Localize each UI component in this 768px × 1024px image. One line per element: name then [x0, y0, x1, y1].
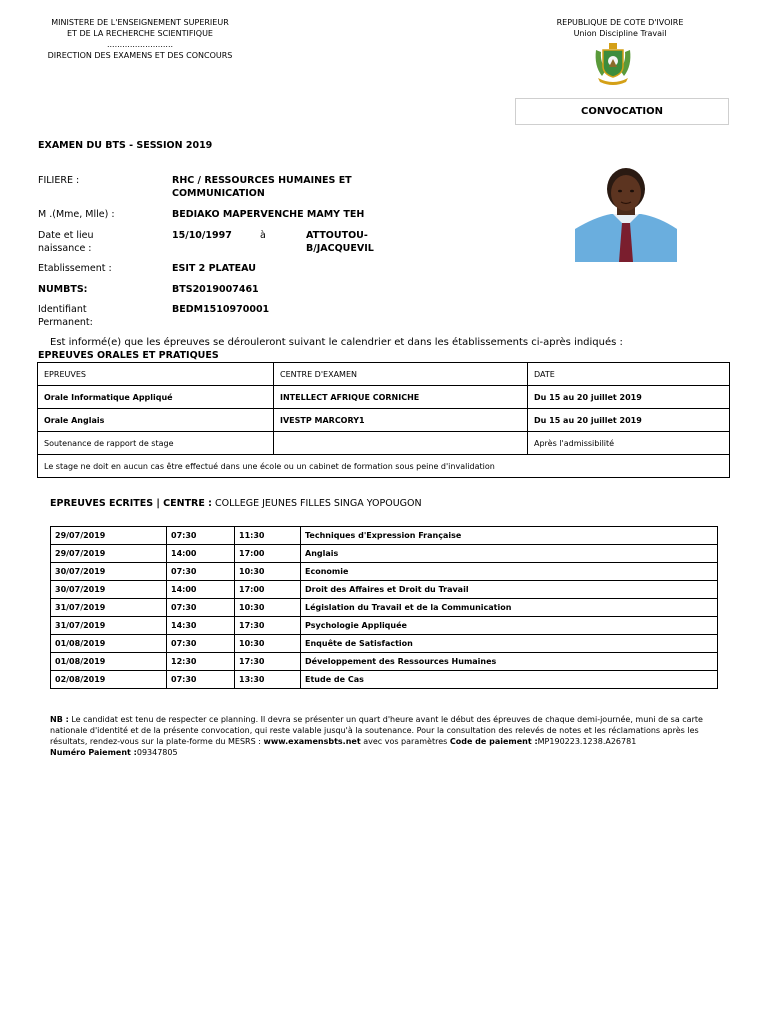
payment-code-label: Code de paiement : — [449, 737, 538, 746]
numbts-value: BTS2019007461 — [172, 284, 259, 295]
table-cell: 17:30 — [235, 617, 301, 635]
table-cell: 01/08/2019 — [51, 635, 167, 653]
table-cell: 14:00 — [167, 545, 235, 563]
column-header: CENTRE D'EXAMEN — [274, 363, 528, 386]
table-row — [38, 386, 730, 409]
table-row — [51, 545, 718, 563]
written-title-label: EPREUVES ECRITES | CENTRE : — [50, 498, 212, 509]
payment-code: MP190223.1238.A26781 — [537, 737, 637, 746]
filiere-line: RHC / RESSOURCES HUMAINES ET — [172, 175, 352, 186]
table-cell: 14:30 — [167, 617, 235, 635]
numbts-label: NUMBTS: — [38, 284, 88, 295]
table-cell: Législation du Travail et de la Communication — [301, 599, 718, 617]
table-cell: 07:30 — [167, 599, 235, 617]
table-cell: Enquête de Satisfaction — [301, 635, 718, 653]
table-cell: 13:30 — [235, 671, 301, 689]
table-cell: 31/07/2019 — [51, 617, 167, 635]
column-header: EPREUVES — [38, 363, 274, 386]
table-cell: Du 15 au 20 juillet 2019 — [528, 409, 730, 432]
table-cell: 01/08/2019 — [51, 653, 167, 671]
table-cell: 14:00 — [167, 581, 235, 599]
convocation-title: CONVOCATION — [515, 98, 729, 125]
table-cell: Etude de Cas — [301, 671, 718, 689]
table-row — [51, 635, 718, 653]
candidate-name: BEDIAKO MAPERVENCHE MAMY TEH — [172, 209, 365, 220]
name-label: M .(Mme, Mlle) : — [38, 209, 115, 220]
birth-label — [38, 229, 93, 255]
birth-place-line: ATTOUTOU- — [306, 230, 368, 241]
coat-of-arms-icon — [592, 40, 634, 86]
table-cell: IVESTP MARCORY1 — [274, 409, 528, 432]
table-cell: 17:00 — [235, 581, 301, 599]
table-cell: 29/07/2019 — [51, 527, 167, 545]
payment-number: 09347805 — [136, 748, 178, 757]
table-cell: 07:30 — [167, 563, 235, 581]
table-cell: 10:30 — [235, 599, 301, 617]
table-cell: Anglais — [301, 545, 718, 563]
table-cell: INTELLECT AFRIQUE CORNICHE — [274, 386, 528, 409]
filiere-line: COMMUNICATION — [172, 188, 265, 199]
site-link[interactable]: www.examensbts.net — [263, 737, 361, 746]
table-cell: 10:30 — [235, 635, 301, 653]
table-cell: Orale Informatique Appliqué — [38, 386, 274, 409]
birth-place-line: B/JACQUEVIL — [306, 243, 374, 254]
school-label: Etablissement : — [38, 263, 112, 274]
birth-label-line: naissance : — [38, 243, 92, 254]
republic-header — [520, 17, 720, 39]
intro-text: Est informé(e) que les épreuves se dérouleront suivant le calendrier et dans les établissements ci-après indiqués : — [50, 337, 623, 348]
filiere-label: FILIERE : — [38, 175, 80, 186]
ministry-line: ET DE LA RECHERCHE SCIENTIFIQUE — [66, 29, 213, 38]
table-cell: 07:30 — [167, 671, 235, 689]
payment-number-label: Numéro Paiement : — [50, 748, 137, 757]
table-cell: Après l'admissibilité — [528, 432, 730, 455]
table-row — [51, 617, 718, 635]
table-cell — [274, 432, 528, 455]
id-label-line: Identifiant — [38, 304, 87, 315]
table-note-row — [38, 455, 730, 478]
candidate-photo — [575, 167, 677, 262]
table-cell: 02/08/2019 — [51, 671, 167, 689]
written-section-title — [50, 498, 422, 509]
column-header: DATE — [528, 363, 730, 386]
table-cell: 11:30 — [235, 527, 301, 545]
birth-place — [306, 229, 374, 255]
table-cell: 30/07/2019 — [51, 563, 167, 581]
table-row — [38, 409, 730, 432]
exam-title: EXAMEN DU BTS - SESSION 2019 — [38, 140, 213, 151]
table-cell: 29/07/2019 — [51, 545, 167, 563]
table-row — [51, 581, 718, 599]
table-cell: 17:00 — [235, 545, 301, 563]
stage-note: Le stage ne doit en aucun cas être effectué dans une école ou un cabinet de formation sous peine d'invalidation — [38, 455, 730, 478]
table-header-row — [38, 363, 730, 386]
id-label-line: Permanent: — [38, 317, 93, 328]
ministry-line: MINISTERE DE L'ENSEIGNEMENT SUPERIEUR — [51, 18, 229, 27]
table-cell: 17:30 — [235, 653, 301, 671]
direction-line: DIRECTION DES EXAMENS ET DES CONCOURS — [47, 51, 233, 60]
birth-label-line: Date et lieu — [38, 230, 94, 241]
table-cell: 07:30 — [167, 527, 235, 545]
table-row — [51, 563, 718, 581]
oral-exams-table — [37, 362, 730, 478]
table-cell: Du 15 au 20 juillet 2019 — [528, 386, 730, 409]
birth-at: à — [260, 230, 266, 241]
table-row — [51, 653, 718, 671]
table-cell: Développement des Ressources Humaines — [301, 653, 718, 671]
table-cell: 31/07/2019 — [51, 599, 167, 617]
table-row — [51, 527, 718, 545]
id-value: BEDM1510970001 — [172, 304, 270, 315]
nb-text: avec vos paramètres — [363, 737, 448, 746]
nb-label: NB : — [50, 715, 69, 724]
table-row — [51, 599, 718, 617]
table-cell: Soutenance de rapport de stage — [38, 432, 274, 455]
ministry-dots: .......................... — [106, 40, 174, 49]
filiere-value — [172, 174, 352, 200]
written-exams-table — [50, 526, 718, 689]
ministry-header — [40, 17, 240, 61]
table-cell: 07:30 — [167, 635, 235, 653]
republic-name: REPUBLIQUE DE COTE D'IVOIRE — [556, 18, 684, 27]
nb-text: Le candidat est tenu de respecter ce planning. Il devra se présenter un quart d'heure avant le début des épreuves de chaque demi-journée, muni de sa carte nationale d'identité et de la présente convocation, qui reste valable jusqu'à la soutenance. Pour la consultation des relevés de notes et les réclamations après les résultats, rendez-vous sur la plate-forme du MESRS : — [50, 715, 703, 746]
written-center: COLLEGE JEUNES FILLES SINGA YOPOUGON — [215, 498, 422, 509]
table-cell: Psychologie Appliquée — [301, 617, 718, 635]
birth-date: 15/10/1997 — [172, 230, 232, 241]
table-cell: 10:30 — [235, 563, 301, 581]
table-cell: Droit des Affaires et Droit du Travail — [301, 581, 718, 599]
oral-section-title: EPREUVES ORALES ET PRATIQUES — [38, 350, 219, 361]
table-cell: Techniques d'Expression Française — [301, 527, 718, 545]
table-cell: Economie — [301, 563, 718, 581]
table-cell: 12:30 — [167, 653, 235, 671]
motto: Union Discipline Travail — [573, 29, 667, 38]
table-row — [51, 671, 718, 689]
nb-note — [50, 714, 720, 758]
id-label — [38, 303, 93, 329]
table-cell: 30/07/2019 — [51, 581, 167, 599]
table-row — [38, 432, 730, 455]
school-value: ESIT 2 PLATEAU — [172, 263, 256, 274]
table-cell: Orale Anglais — [38, 409, 274, 432]
